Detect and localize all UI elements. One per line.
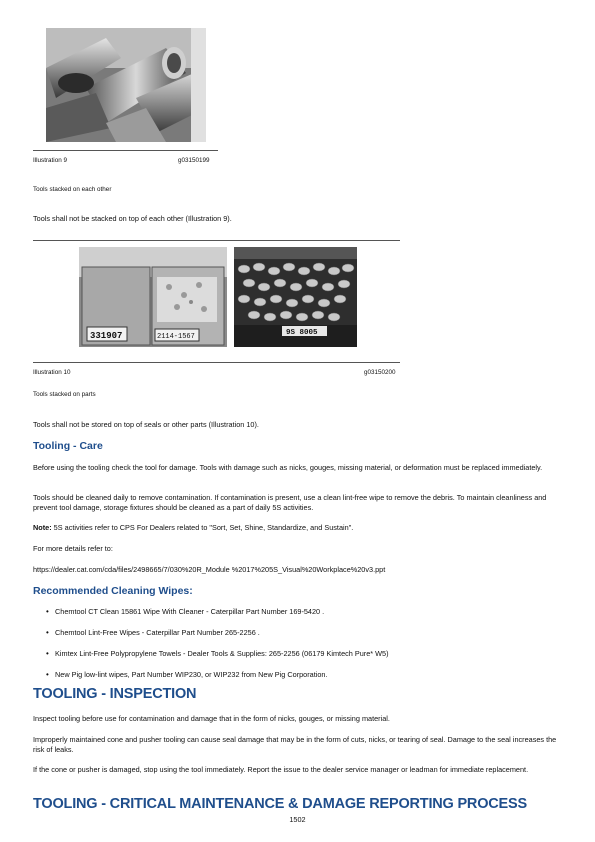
illustration-10-photo-left [79,247,227,347]
illustration-9-photo [46,28,206,142]
bullet-icon: • [46,670,49,679]
list-item [33,670,563,680]
inspection-paragraph-2: Improperly maintained cone and pusher tooling can cause seal damage that may be in the form of cuts, nicks, or tearing of seal. Damage to the seal increases the risk of leaks. [33,735,557,754]
care-note [33,523,563,533]
illustration-9-caption: Tools stacked on each other [33,186,112,193]
care-more-details: For more details refer to: [33,544,113,553]
care-url[interactable]: https://dealer.cat.com/cda/files/2498665/7/030%20R_Module %2017%205S_Visual%20Workplace%20v3.ppt [33,565,386,574]
illustration-10-code: g03150200 [364,369,396,376]
cleaning-wipes-list [33,607,563,691]
illustration-9-label: Illustration 9 [33,157,67,164]
cleaning-wipes-heading: Recommended Cleaning Wipes: [33,585,193,597]
tooling-inspection-heading: TOOLING - INSPECTION [33,686,197,702]
tooling-care-heading: Tooling - Care [33,440,103,452]
list-item [33,607,563,617]
bullet-icon: • [46,628,49,637]
bullet-icon: • [46,649,49,658]
illustration-9-rule [33,150,218,151]
bullet-icon: • [46,607,49,616]
right-bin-tag: 9S 8005 [286,329,318,337]
note-text: 5S activities refer to CPS For Dealers related to "Sort, Set, Shine, Standardize, and Sustain". [51,523,354,532]
page-number: 1502 [289,815,306,824]
para-seals: Tools shall not be stored on top of seals or other parts (Illustration 10). [33,420,259,429]
inspection-paragraph-1: Inspect tooling before use for contamination and damage that in the form of nicks, gouges, or missing material. [33,714,390,723]
illustration-10-top-rule [33,240,400,241]
note-label: Note: [33,523,52,532]
list-item-text: New Pig low-lint wipes, Part Number WIP230, or WIP232 from New Pig Corporation. [55,670,328,679]
list-item [33,649,563,659]
inspection-paragraph-3: If the cone or pusher is damaged, stop using the tool immediately. Report the issue to the dealer service manager or leadman for immediate replacement. [33,765,529,774]
list-item-text: Chemtool Lint-Free Wipes - Caterpillar Part Number 265-2256 . [55,628,260,637]
left-bin-tag: 331907 [90,331,123,341]
care-paragraph-2: Tools should be cleaned daily to remove contamination. If contamination is present, use a clean lint-free wipe to remove the debris. To maintain cleanliness and prevent tool damage, storage fixtures should be cleaned as a part of daily 5S activities. [33,493,547,512]
critical-maintenance-heading: TOOLING - CRITICAL MAINTENANCE & DAMAGE REPORTING PROCESS [33,796,527,812]
left-bin-tag-2: 2114-1567 [157,333,195,341]
list-item [33,628,563,638]
illustration-10-photo-right [234,247,357,347]
illustration-10-caption: Tools stacked on parts [33,391,96,398]
illustration-10-label: Illustration 10 [33,369,71,376]
list-item-text: Kimtex Lint-Free Polypropylene Towels - Dealer Tools & Supplies: 265-2256 (06179 Kimtech Pure* W5) [55,649,389,658]
care-paragraph-1: Before using the tooling check the tool for damage. Tools with damage such as nicks, gouges, missing material, or deformation must be replaced immediately. [33,463,543,472]
illustration-9-code: g03150199 [178,157,210,164]
illustration-10-bottom-rule [33,362,400,363]
para-stacked: Tools shall not be stacked on top of each other (Illustration 9). [33,214,232,223]
list-item-text: Chemtool CT Clean 15861 Wipe With Cleaner - Caterpillar Part Number 169-5420 . [55,607,325,616]
